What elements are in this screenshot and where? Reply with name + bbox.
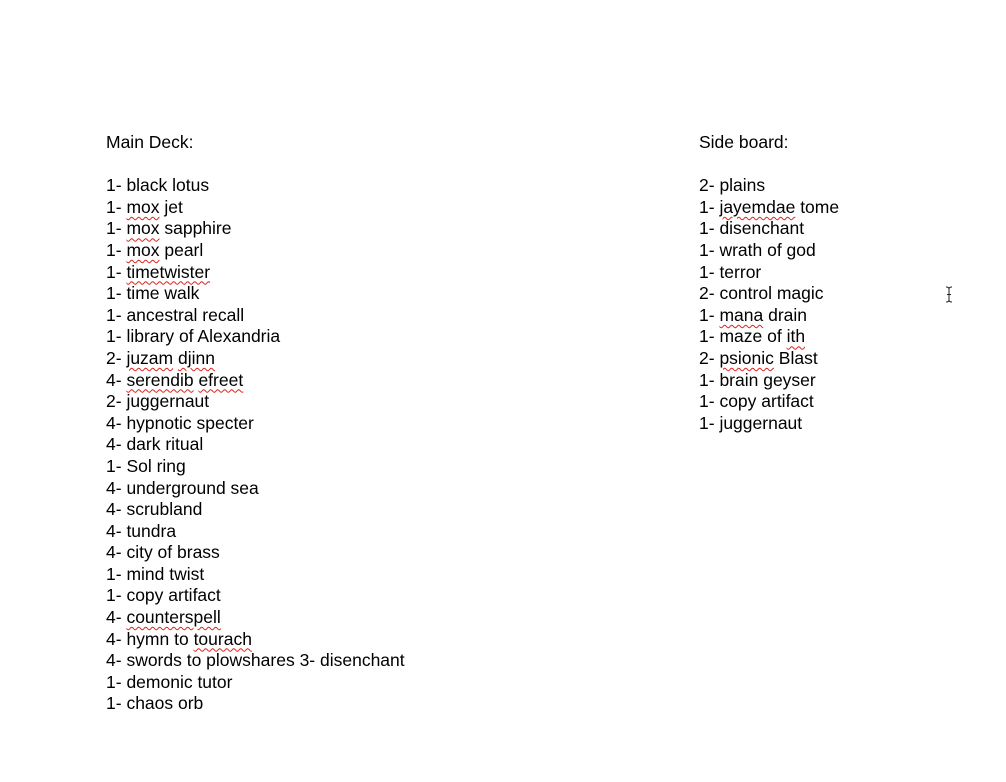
card-entry[interactable] — [699, 218, 839, 240]
blank-line — [699, 154, 839, 176]
card-entry[interactable] — [106, 305, 405, 327]
card-name-text: terror — [719, 261, 762, 282]
card-count: 4- — [106, 369, 122, 390]
card-count: 1- — [699, 391, 715, 412]
card-name-text: jet — [159, 196, 183, 217]
card-count: 1- — [106, 693, 122, 714]
card-name-text: wrath of god — [719, 239, 816, 260]
card-entry[interactable] — [106, 262, 405, 284]
side-board-list — [699, 175, 839, 434]
card-count: 4- — [106, 520, 122, 541]
card-count: 4- — [106, 650, 122, 671]
card-name-text: city of brass — [126, 542, 220, 563]
card-name-text: scrubland — [126, 499, 203, 520]
card-name-text: disenchant — [719, 218, 805, 239]
blank-line — [106, 154, 405, 176]
card-entry[interactable] — [106, 391, 405, 413]
card-count: 2- — [699, 283, 715, 304]
misspelled-word: mox — [126, 239, 160, 260]
card-name-text: hymn to — [126, 628, 194, 649]
card-entry[interactable] — [699, 197, 839, 219]
misspelled-word: efreet — [198, 369, 244, 390]
side-board-heading[interactable]: Side board: — [699, 132, 789, 152]
card-name-text: tome — [795, 196, 840, 217]
card-name-text: library of Alexandria — [126, 326, 281, 347]
card-name-text: dark ritual — [126, 434, 204, 455]
card-entry[interactable] — [106, 370, 405, 392]
card-entry[interactable] — [106, 499, 405, 521]
card-entry[interactable] — [106, 521, 405, 543]
card-count: 1- — [699, 412, 715, 433]
card-entry[interactable] — [106, 283, 405, 305]
card-name-text: time walk — [126, 283, 200, 304]
card-entry[interactable] — [106, 693, 405, 715]
card-entry[interactable] — [106, 197, 405, 219]
card-count: 2- — [106, 347, 122, 368]
card-count: 1- — [106, 585, 122, 606]
card-name-text: Blast — [773, 347, 818, 368]
card-entry[interactable] — [106, 413, 405, 435]
card-name-text: sapphire — [159, 218, 232, 239]
card-name-text: drain — [763, 304, 807, 325]
card-entry[interactable] — [699, 370, 839, 392]
card-count: 4- — [106, 607, 122, 628]
main-deck-column — [106, 132, 405, 715]
misspelled-word: mana — [719, 304, 764, 325]
card-name-text: copy artifact — [126, 585, 221, 606]
card-name-text: plains — [719, 175, 766, 196]
card-count: 1- — [106, 455, 122, 476]
card-name-text: pearl — [159, 239, 204, 260]
card-entry[interactable] — [699, 262, 839, 284]
misspelled-word: juzam — [126, 347, 174, 368]
card-count: 1- — [699, 196, 715, 217]
card-entry[interactable] — [106, 348, 405, 370]
main-deck-list — [106, 175, 405, 715]
misspelled-word: mox — [126, 196, 160, 217]
card-count: 1- — [699, 218, 715, 239]
misspelled-word: psionic — [719, 347, 774, 368]
card-count: 1- — [699, 369, 715, 390]
card-name-text: mind twist — [126, 563, 205, 584]
misspelled-word: counterspell — [126, 607, 221, 628]
side-board-column — [699, 132, 839, 434]
card-entry[interactable] — [106, 434, 405, 456]
card-name-text: ancestral recall — [126, 304, 245, 325]
card-entry[interactable] — [699, 326, 839, 348]
card-entry[interactable] — [106, 326, 405, 348]
card-name-text: juggernaut — [719, 412, 803, 433]
card-name-text: swords to plowshares 3- disenchant — [126, 650, 405, 671]
card-entry[interactable] — [106, 629, 405, 651]
card-entry[interactable] — [106, 564, 405, 586]
card-entry[interactable] — [106, 542, 405, 564]
card-name-text: control magic — [719, 283, 824, 304]
misspelled-word: tourach — [193, 628, 252, 649]
card-count: 1- — [106, 175, 122, 196]
card-name-text: demonic tutor — [126, 671, 233, 692]
card-count: 4- — [106, 542, 122, 563]
card-name-text: Sol ring — [126, 455, 186, 476]
card-entry[interactable] — [699, 348, 839, 370]
card-count: 1- — [106, 239, 122, 260]
card-name-text: underground sea — [126, 477, 259, 498]
card-entry[interactable] — [106, 218, 405, 240]
card-count: 1- — [106, 261, 122, 282]
card-name-text: tundra — [126, 520, 177, 541]
misspelled-word: ith — [786, 326, 806, 347]
main-deck-heading[interactable]: Main Deck: — [106, 132, 194, 152]
card-entry[interactable] — [699, 240, 839, 262]
card-name-text: hypnotic specter — [126, 412, 254, 433]
card-count: 4- — [106, 628, 122, 649]
card-name-text: chaos orb — [126, 693, 204, 714]
card-count: 4- — [106, 499, 122, 520]
card-entry[interactable] — [699, 175, 839, 197]
misspelled-word: jayemdae — [719, 196, 796, 217]
card-count: 1- — [106, 671, 122, 692]
card-count: 1- — [699, 261, 715, 282]
card-entry[interactable] — [106, 478, 405, 500]
card-entry[interactable] — [106, 672, 405, 694]
card-count: 2- — [106, 391, 122, 412]
card-count: 1- — [699, 239, 715, 260]
card-name-text: brain geyser — [719, 369, 816, 390]
card-count: 1- — [106, 196, 122, 217]
card-count: 1- — [106, 218, 122, 239]
card-entry[interactable] — [106, 585, 405, 607]
card-count: 1- — [106, 563, 122, 584]
card-count: 2- — [699, 175, 715, 196]
misspelled-word: mox — [126, 218, 160, 239]
card-count: 1- — [106, 304, 122, 325]
card-entry[interactable] — [699, 391, 839, 413]
card-count: 1- — [699, 326, 715, 347]
misspelled-word: serendib — [126, 369, 194, 390]
card-entry[interactable] — [106, 175, 405, 197]
card-entry[interactable] — [106, 456, 405, 478]
card-count: 2- — [699, 347, 715, 368]
card-name-text: juggernaut — [126, 391, 210, 412]
card-name-text: copy artifact — [719, 391, 814, 412]
card-entry[interactable] — [699, 305, 839, 327]
card-count: 1- — [106, 283, 122, 304]
card-name-text: black lotus — [126, 175, 210, 196]
card-entry[interactable] — [106, 650, 405, 672]
card-name-text: maze of — [719, 326, 787, 347]
card-entry[interactable] — [106, 607, 405, 629]
card-entry[interactable] — [699, 413, 839, 435]
card-count: 1- — [106, 326, 122, 347]
text-cursor-icon — [944, 286, 954, 303]
card-count: 4- — [106, 412, 122, 433]
card-count: 4- — [106, 477, 122, 498]
card-count: 4- — [106, 434, 122, 455]
card-entry[interactable] — [699, 283, 839, 305]
card-count: 1- — [699, 304, 715, 325]
card-entry[interactable] — [106, 240, 405, 262]
misspelled-word: djinn — [178, 347, 215, 368]
misspelled-word: timetwister — [126, 261, 211, 282]
